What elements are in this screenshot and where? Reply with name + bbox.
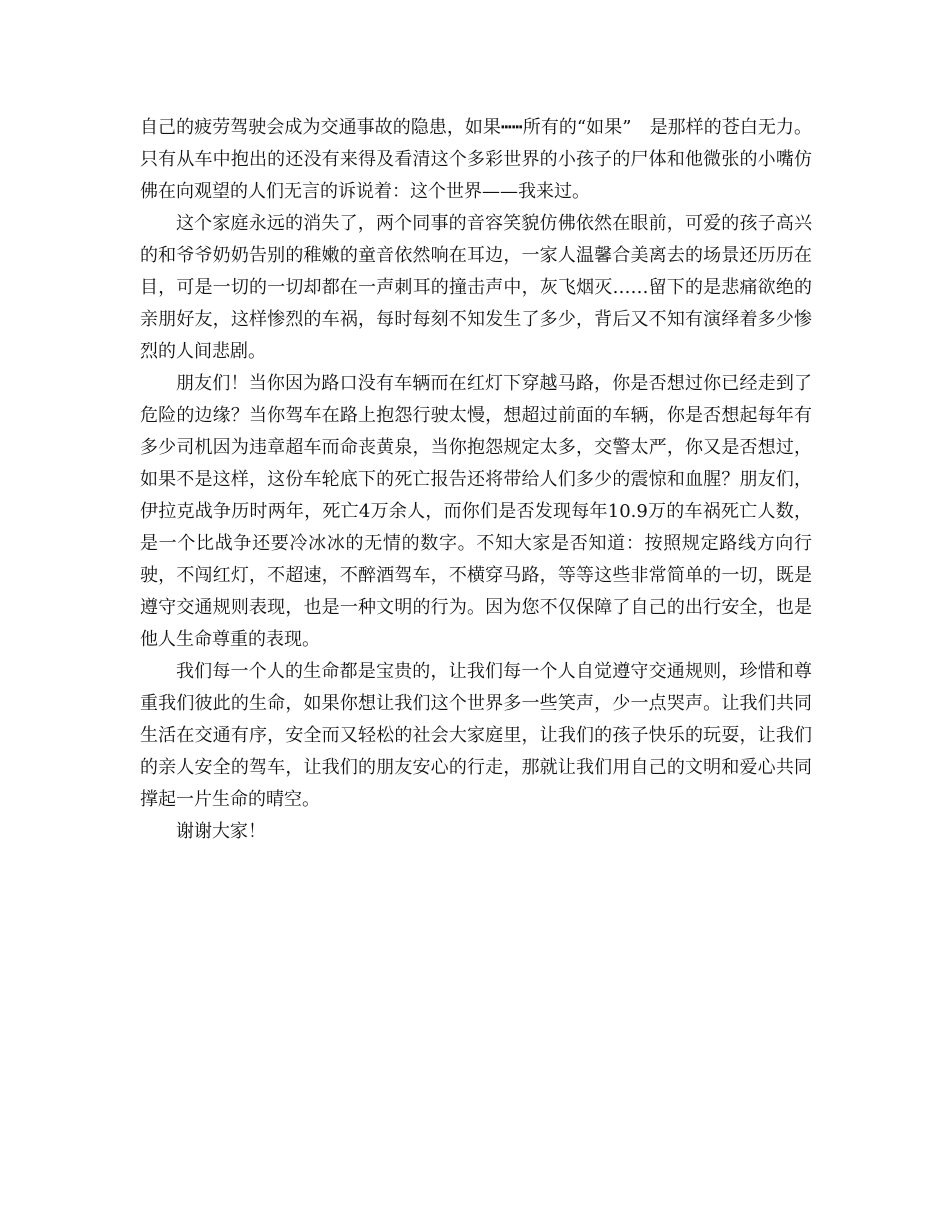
paragraph-4: 我们每一个人的生命都是宝贵的，让我们每一个人自觉遵守交通规则，珍惜和尊重我们彼此的生命，如果你想让我们这个世界多一些笑声，少一点哭声。让我们共同生活在交通有序，安全而又轻松的社会大家庭里，让我们的孩子快乐的玩耍，让我们的亲人安全的驾车，让我们的朋友安心的行走，那就让我们用自己的文明和爱心共同撑起一片生命的晴空。 <box>140 661 812 810</box>
closing-line: 谢谢大家！ <box>176 821 266 842</box>
document-body <box>140 112 812 848</box>
paragraph-1: 自己的疲劳驾驶会成为交通事故的隐患，如果┅┅所有的“如果” 是那样的苍白无力。只有从车中抱出的还没有来得及看清这个多彩世界的小孩子的尸体和他微张的小嘴仿佛在向观望的人们无言的诉说着：这个世界——我来过。 <box>140 117 812 202</box>
paragraph-2: 这个家庭永远的消失了，两个同事的音容笑貌仿佛依然在眼前，可爱的孩子高兴的和爷爷奶奶告别的稚嫩的童音依然响在耳边，一家人温馨合美离去的场景还历历在目，可是一切的一切却都在一声刺耳的撞击声中，灰飞烟灭……留下的是悲痛欲绝的亲朋好友，这样惨烈的车祸，每时每刻不知发生了多少，背后又不知有演绎着多少惨烈的人间悲剧。 <box>140 213 812 362</box>
paragraph-3: 朋友们！当你因为路口没有车辆而在红灯下穿越马路，你是否想过你已经走到了危险的边缘？当你驾车在路上抱怨行驶太慢，想超过前面的车辆，你是否想起每年有多少司机因为违章超车而命丧黄泉，当你抱怨规定太多，交警太严，你又是否想过，如果不是这样，这份车轮底下的死亡报告还将带给人们多少的震惊和血腥？朋友们，伊拉克战争历时两年，死亡4万余人，而你们是否发现每年10.9万的车祸死亡人数，是一个比战争还要冷冰冰的无情的数字。不知大家是否知道：按照规定路线方向行驶，不闯红灯，不超速，不醉酒驾车，不横穿马路，等等这些非常简单的一切，既是遵守交通规则表现，也是一种文明的行为。因为您不仅保障了自己的出行安全，也是他人生命尊重的表现。 <box>140 373 812 650</box>
